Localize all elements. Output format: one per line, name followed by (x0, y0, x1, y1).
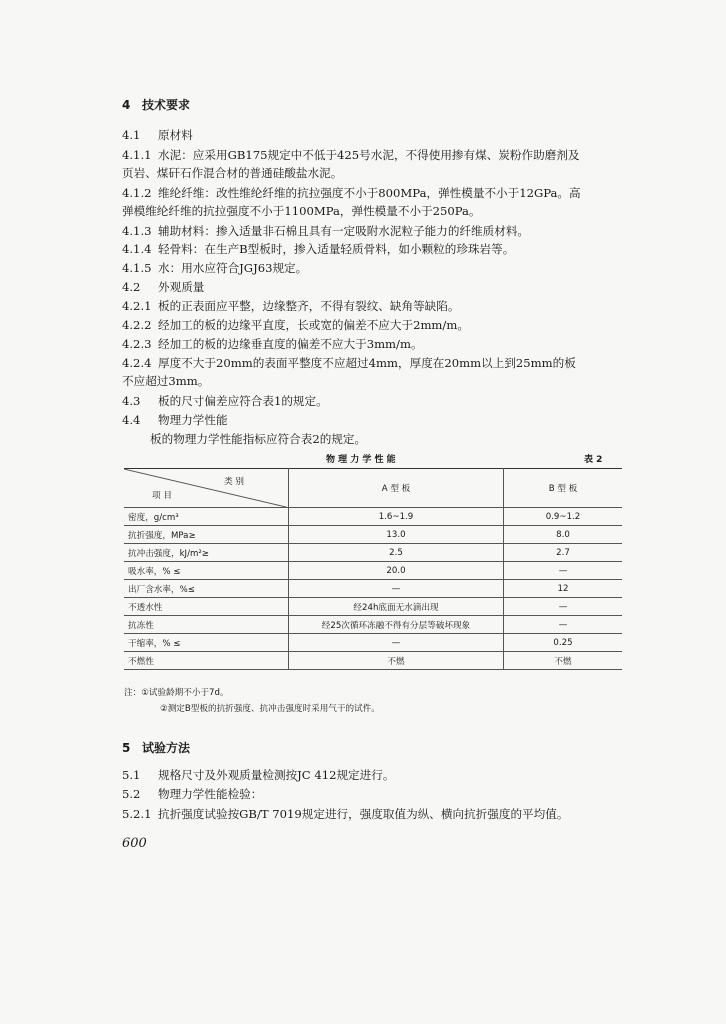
section-4-4-paragraph: 板的物理力学性能指标应符合表2的规定。 (150, 432, 367, 446)
section-4-1-2-line2: 弹模维纶纤维的抗拉强度不小于1100MPa，弹性模量不小于250Pa。 (122, 204, 481, 218)
header-item: 项 目 (152, 491, 172, 501)
table-2-title: 物 理 力 学 性 能 (326, 455, 396, 465)
table-row: 出厂含水率，%≤ — 12 (124, 580, 622, 598)
section-4-1-1-line2: 页岩、煤矸石作混合材的普通硅酸盐水泥。 (122, 166, 343, 180)
header-category: 类 别 (224, 477, 244, 487)
section-4-2: 4.2 外观质量 (122, 280, 205, 294)
section-4-3: 4.3 板的尺寸偏差应符合表1的规定。 (122, 394, 328, 408)
table-row: 抗折强度，MPa≥ 13.0 8.0 (124, 526, 622, 544)
table-note-2: ②测定B型板的抗折强度、抗冲击强度时采用气干的试件。 (160, 704, 380, 714)
table-row: 吸水率，% ≤ 20.0 — (124, 562, 622, 580)
section-5-1: 5.1 规格尺寸及外观质量检测按JC 412规定进行。 (122, 768, 395, 782)
table-row: 干缩率，% ≤ — 0.25 (124, 634, 622, 652)
section-5-heading: 5 试验方法 (122, 741, 191, 755)
table-row: 密度，g/cm³ 1.6~1.9 0.9~1.2 (124, 508, 622, 526)
header-type-a: A 型 板 (289, 469, 504, 508)
section-5-2-1: 5.2.1 抗折强度试验按GB/T 7019规定进行，强度取值为纵、横向抗折强度的平均值。 (122, 807, 569, 821)
section-4-2-3: 4.2.3 经加工的板的边缘垂直度的偏差不应大于3mm/m。 (122, 337, 423, 351)
table-note-1: 注：①试验龄期不小于7d。 (124, 688, 229, 698)
section-4-1-1-line1: 4.1.1 水泥：应采用GB175规定中不低于425号水泥，不得使用掺有煤、炭粉作助磨剂及 (122, 148, 580, 162)
section-4-1-5: 4.1.5 水：用水应符合JGJ63规定。 (122, 261, 308, 275)
section-4-2-2: 4.2.2 经加工的板的边缘平直度，长或宽的偏差不应大于2mm/m。 (122, 318, 469, 332)
section-5-2: 5.2 物理力学性能检验： (122, 787, 263, 801)
table-row: 抗冲击强度，kJ/m²≥ 2.5 2.7 (124, 544, 622, 562)
section-4-heading: 4 技术要求 (122, 98, 191, 112)
physical-mechanical-table (124, 468, 622, 670)
header-type-b: B 型 板 (504, 469, 623, 508)
table-row: 不燃性 不燃 不燃 (124, 652, 622, 670)
table-2-label: 表 2 (584, 455, 603, 465)
section-4-1-2-line1: 4.1.2 维纶纤维：改性维纶纤维的抗拉强度不小于800MPa，弹性模量不小于12GPa。高 (122, 186, 581, 200)
section-4-2-4-line2: 不应超过3mm。 (122, 374, 210, 388)
diagonal-line (124, 469, 286, 507)
section-4-4: 4.4 物理力学性能 (122, 413, 228, 427)
section-4-2-4-line1: 4.2.4 厚度不大于20mm的表面平整度不应超过4mm，厚度在20mm以上到25mm的板 (122, 356, 576, 370)
table-row: 不透水性 经24h底面无水滴出现 — (124, 598, 622, 616)
section-4-1-3: 4.1.3 辅助材料：掺入适量非石棉且具有一定吸附水泥粒子能力的纤维质材料。 (122, 224, 530, 238)
table-row: 抗冻性 经25次循环冻融不得有分层等破坏现象 — (124, 616, 622, 634)
section-4-2-1: 4.2.1 板的正表面应平整，边缘整齐，不得有裂纹、缺角等缺陷。 (122, 299, 460, 313)
table-header-row (124, 469, 622, 508)
page-number: 600 (122, 836, 147, 851)
section-4-1: 4.1 原材料 (122, 128, 193, 142)
section-4-1-4: 4.1.4 轻骨料：在生产B型板时，掺入适量轻质骨料，如小颗粒的珍珠岩等。 (122, 242, 515, 256)
table-diagonal-header (124, 469, 289, 508)
